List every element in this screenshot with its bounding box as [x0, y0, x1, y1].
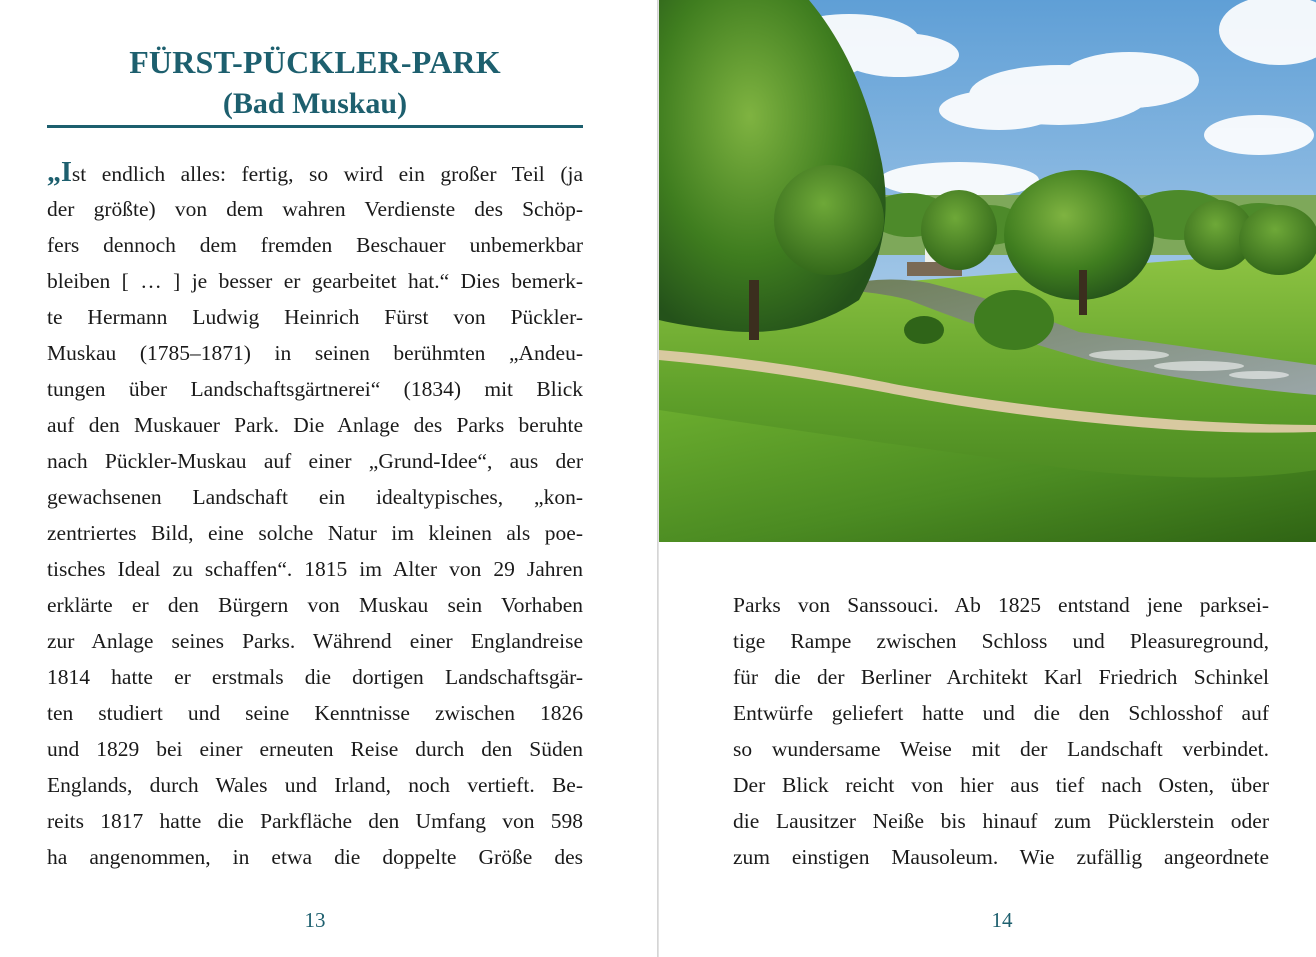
text-line: zur Anlage seines Parks. Während einer Englandreise [47, 629, 583, 653]
text-line: tige Rampe zwischen Schloss und Pleasureground, [733, 629, 1269, 653]
text-line: und 1829 bei einer erneuten Reise durch den Süden [47, 737, 583, 761]
text-line: reits 1817 hatte die Parkfläche den Umfang von 598 [47, 809, 583, 833]
text-line: erklärte er den Bürgern von Muskau sein Vorhaben [47, 593, 583, 617]
text-line: ten studiert und seine Kenntnisse zwischen 1826 [47, 701, 583, 725]
text-line: „Ist endlich alles: fertig, so wird ein großer Teil (ja [47, 157, 583, 188]
text-line: gewachsenen Landschaft ein idealtypisches, „kon- [47, 485, 583, 509]
text-line: zentriertes Bild, eine solche Natur im kleinen als poe- [47, 521, 583, 545]
text-line: so wundersame Weise mit der Landschaft verbindet. [733, 737, 1269, 761]
chapter-title [47, 40, 583, 124]
text-line: für die der Berliner Architekt Karl Friedrich Schinkel [733, 665, 1269, 689]
text-line: fers dennoch dem fremden Beschauer unbemerkbar [47, 233, 583, 257]
text-line: bleiben [ … ] je besser er gearbeitet hat.“ Dies bemerk- [47, 269, 583, 293]
text-line: Der Blick reicht von hier aus tief nach Osten, über [733, 773, 1269, 797]
park-landscape-illustration [659, 0, 1316, 542]
text-line: Muskau (1785–1871) in seinen berühmten „Andeu- [47, 341, 583, 365]
text-line: ha angenommen, in etwa die doppelte Größe des [47, 845, 583, 869]
drop-cap: „I [47, 157, 72, 188]
text-line: nach Pückler-Muskau auf einer „Grund-Idee“, aus der [47, 449, 583, 473]
text-line: Englands, durch Wales und Irland, noch vertieft. Be- [47, 773, 583, 797]
right-page-body-text [733, 587, 1269, 875]
text-line: tisches Ideal zu schaffen“. 1815 im Alter von 29 Jahren [47, 557, 583, 581]
title-underline-rule [47, 125, 583, 128]
text-line: 1814 hatte er erstmals die dortigen Landschaftsgär- [47, 665, 583, 689]
text-line: der größte) von dem wahren Verdienste des Schöp- [47, 197, 583, 221]
page-number-right: 14 [991, 908, 1013, 932]
text-line: Parks von Sanssouci. Ab 1825 entstand jene parksei- [733, 593, 1269, 617]
left-page-body-text [47, 155, 583, 875]
chapter-title-main: FÜRST-PÜCKLER-PARK [129, 44, 501, 80]
text-line: te Hermann Ludwig Heinrich Fürst von Pückler- [47, 305, 583, 329]
text-line: tungen über Landschaftsgärtnerei“ (1834) mit Blick [47, 377, 583, 401]
text-line: auf den Muskauer Park. Die Anlage des Parks beruhte [47, 413, 583, 437]
chapter-title-subtitle: (Bad Muskau) [222, 87, 408, 120]
page-number-left: 13 [304, 908, 326, 932]
text-line: die Lausitzer Neiße bis hinauf zum Pücklerstein oder [733, 809, 1269, 833]
text-line: Entwürfe geliefert hatte und die den Schlosshof auf [733, 701, 1269, 725]
park-landscape-photo [659, 0, 1316, 542]
text-line: zum einstigen Mausoleum. Wie zufällig angeordnete [733, 845, 1269, 869]
